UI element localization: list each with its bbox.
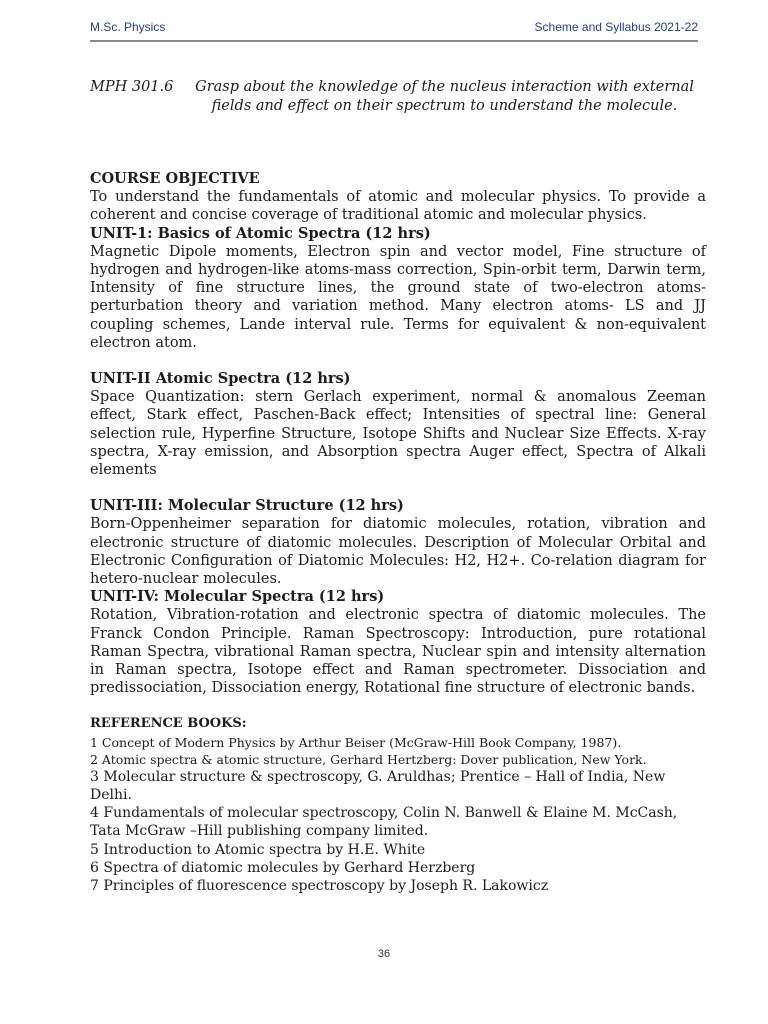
unit-1-heading: UNIT-1: Basics of Atomic Spectra (12 hrs) <box>90 224 431 242</box>
unit-4-heading: UNIT-IV: Molecular Spectra (12 hrs) <box>90 588 385 606</box>
reference-item: 6 Spectra of diatomic molecules by Gerhard Herzberg <box>90 859 476 876</box>
page-number: 36 <box>377 948 391 960</box>
unit-3-heading: UNIT-III: Molecular Structure (12 hrs) <box>90 497 404 515</box>
outcome-text: Grasp about the knowledge of the nucleus interaction with external fields and effect on their spectrum to understand the molecule. <box>195 79 694 114</box>
unit-1-text: Magnetic Dipole moments, Electron spin and vector model, Fine structure of hydrogen and hydrogen-like atoms-mass correction, Spin-orbit term, Darwin term, Intensity of fine structure lines, the ground state of two-electron atoms-perturbation theory and variation method. Many electron atoms- LS and JJ coupling schemes, Lande interval rule. Terms for equivalent & non-equivalent electron atom. <box>90 243 706 351</box>
reference-item: 7 Principles of fluorescence spectroscopy by Joseph R. Lakowicz <box>90 877 549 894</box>
unit-4-text: Rotation, Vibration-rotation and electronic spectra of diatomic molecules. The Franck Condon Principle. Raman Spectroscopy: Introduction, pure rotational Raman Spectra, vibrational Raman spectra, Nuclear spin and intensity alternation in Raman spectra, Isotope effect and Raman spectrometer. Dissociation and predissociation, Dissociation energy, Rotational fine structure of electronic bands. <box>90 607 706 697</box>
course-outcome <box>90 78 706 116</box>
reference-item: 1 Concept of Modern Physics by Arthur Beiser (McGraw-Hill Book Company, 1987). <box>90 734 622 750</box>
header-scheme: Scheme and Syllabus 2021-22 <box>534 20 698 34</box>
unit-2-text: Space Quantization: stern Gerlach experiment, normal & anomalous Zeeman effect, Stark effect, Paschen-Back effect; Intensities of spectral line: General selection rule, Hyperfine Structure, Isotope Shifts and Nuclear Size Effects. X-ray spectra, X-ray emission, and Absorption spectra Auger effect, Spectra of Alkali elements <box>90 389 706 479</box>
reference-item: 5 Introduction to Atomic spectra by H.E. White <box>90 841 426 858</box>
course-objective-heading: COURSE OBJECTIVE <box>90 170 260 187</box>
unit-3-text: Born-Oppenheimer separation for diatomic molecules, rotation, vibration and electronic structure of diatomic molecules. Description of Molecular Orbital and Electronic Configuration of Diatomic Molecules: H2, H2+. Co-relation diagram for hetero-nuclear molecules. <box>90 516 706 588</box>
reference-item: 3 Molecular structure & spectroscopy, G. Aruldhas; Prentice – Hall of India, New Delhi. <box>90 768 666 803</box>
unit-2-heading: UNIT-II Atomic Spectra (12 hrs) <box>90 370 351 388</box>
header-course: M.Sc. Physics <box>90 20 166 34</box>
references-heading: REFERENCE BOOKS: <box>90 716 247 732</box>
reference-item: 2 Atomic spectra & atomic structure, Gerhard Hertzberg: Dover publication, New York. <box>90 751 647 767</box>
reference-item: 4 Fundamentals of molecular spectroscopy, Colin N. Banwell & Elaine M. McCash, Tata McGraw –Hill publishing company limited. <box>90 805 678 840</box>
page-header <box>90 18 698 42</box>
outcome-code: MPH 301.6 <box>90 79 174 95</box>
syllabus-content <box>90 170 706 895</box>
course-objective-text: To understand the fundamentals of atomic and molecular physics. To provide a coherent and concise coverage of traditional atomic and molecular physics. <box>90 189 706 224</box>
